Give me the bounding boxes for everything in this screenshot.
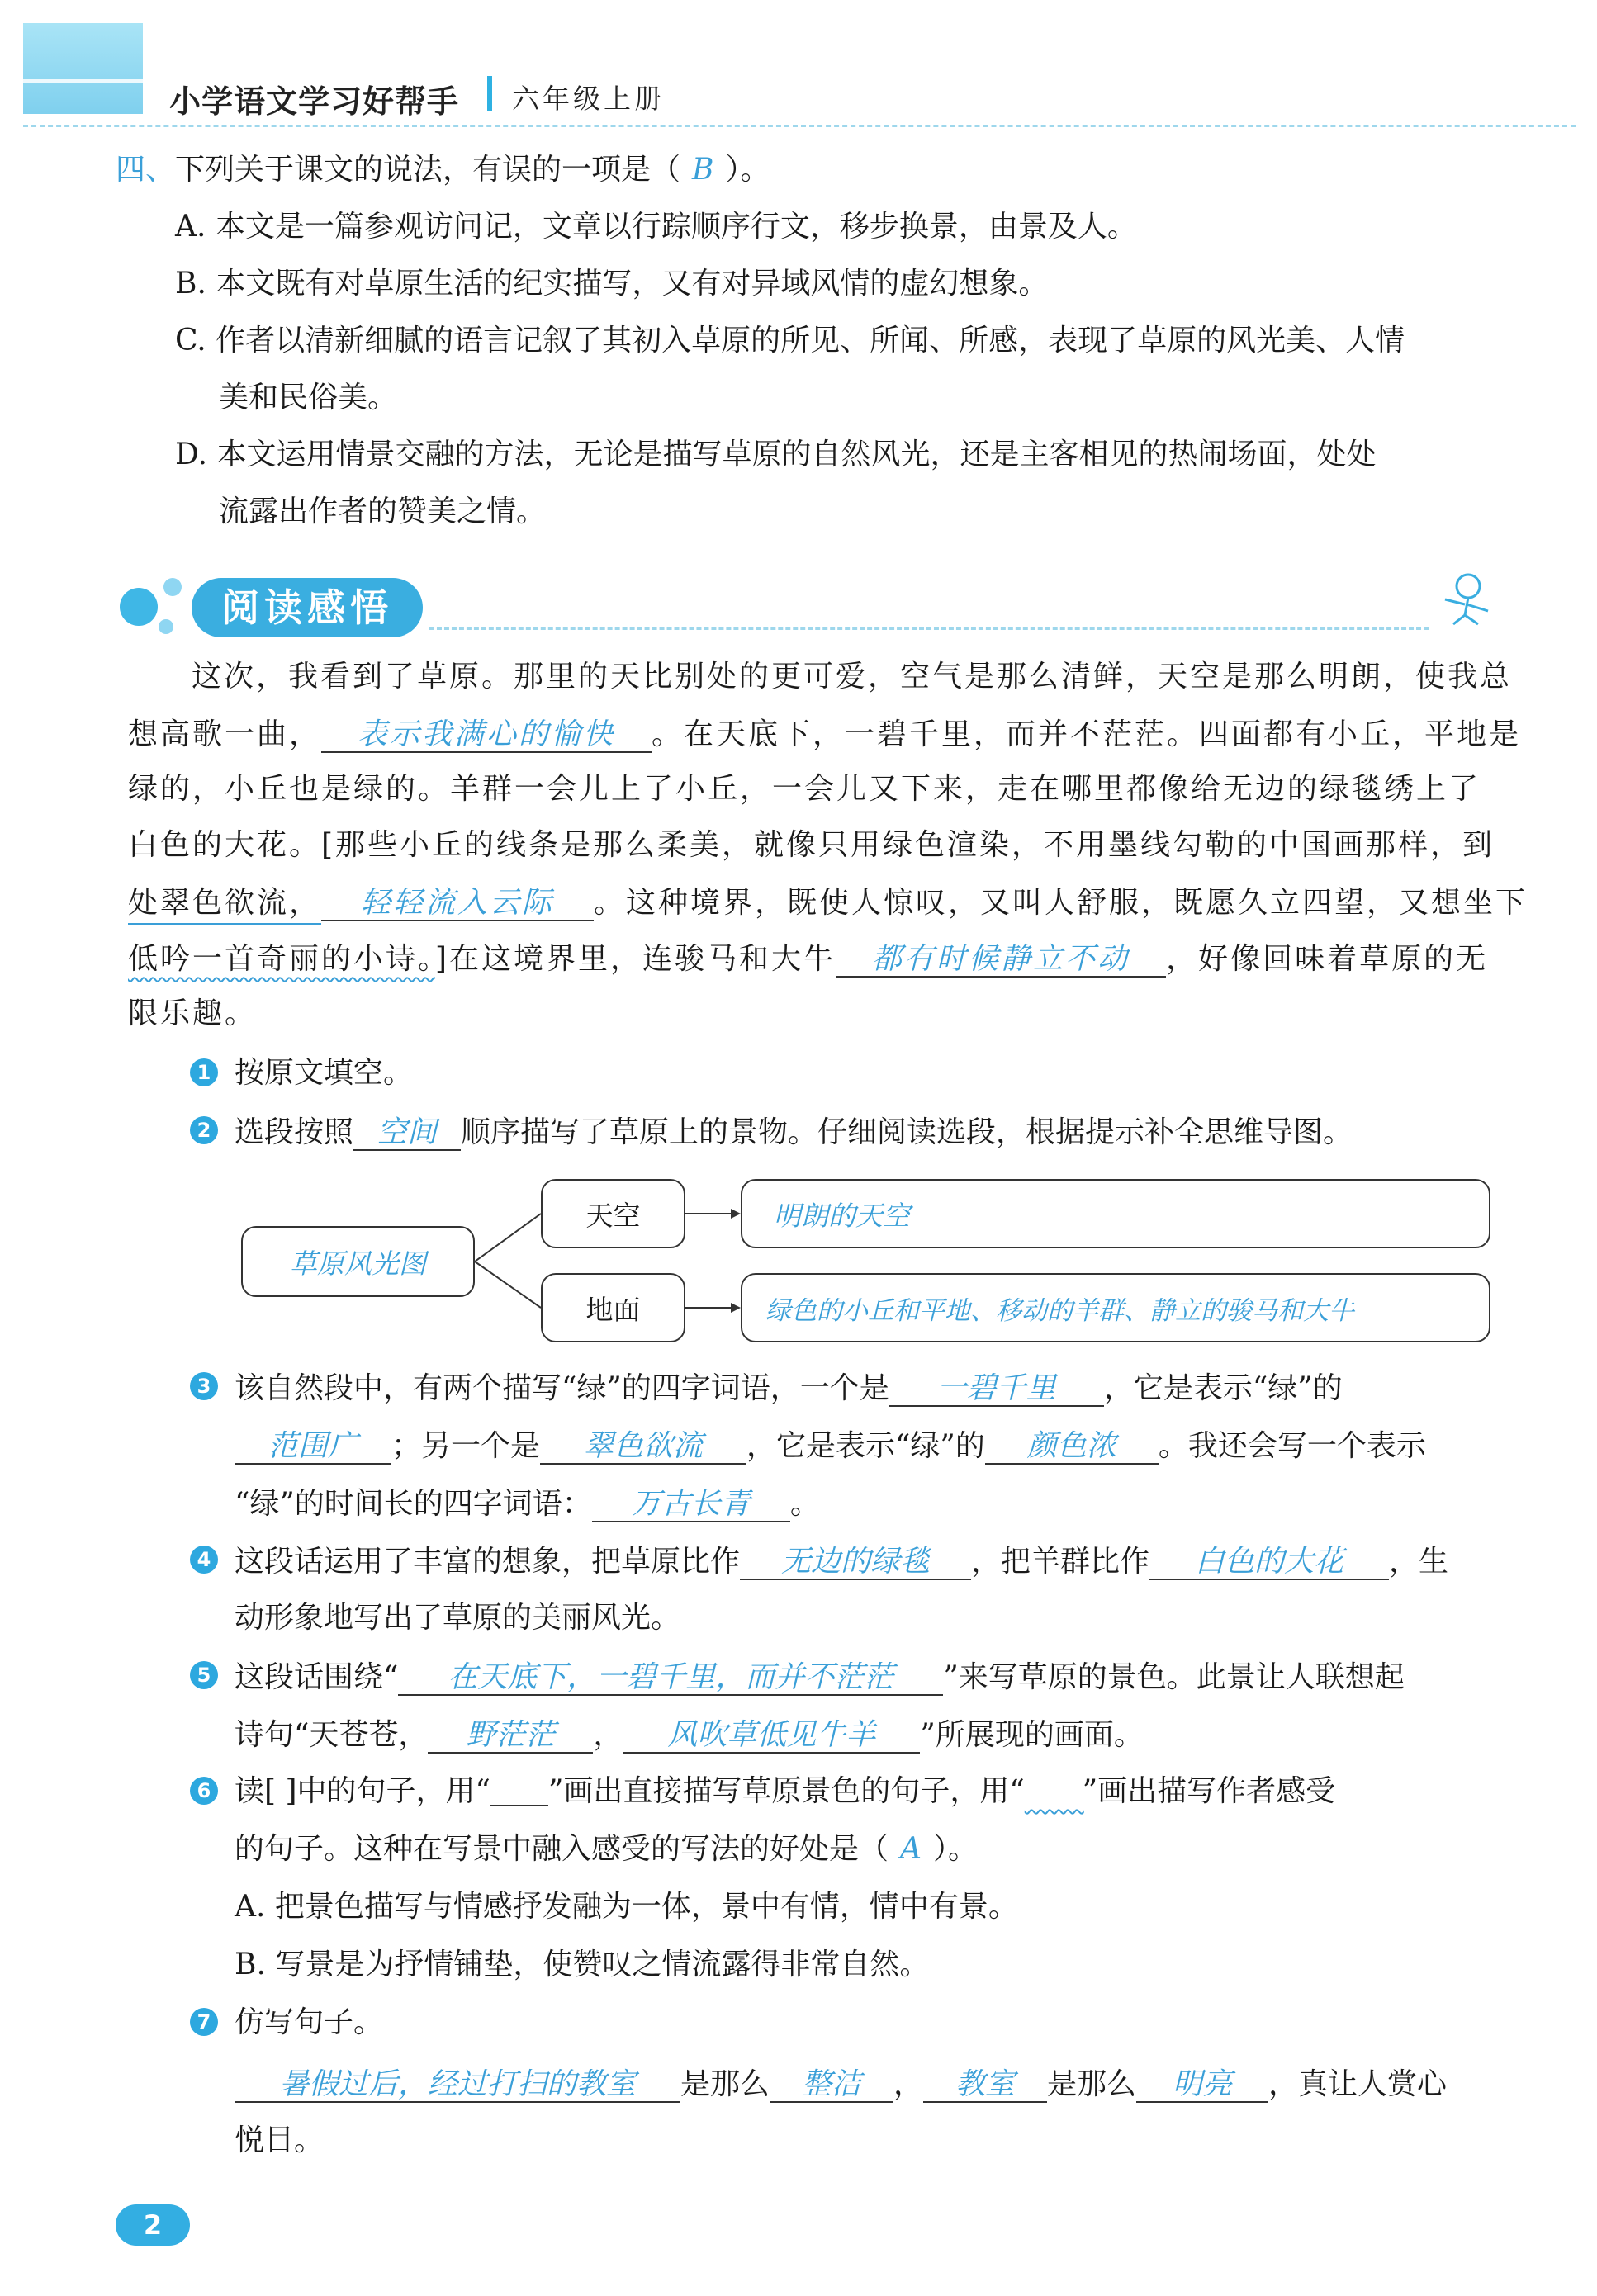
- mindmap-node-ground: 地面: [541, 1273, 685, 1342]
- option-a: A. 本文是一篇参观访问记，文章以行踪顺序行文，移步换景，由景及人。: [175, 210, 1137, 244]
- question-3-line2: 范围广 ；另一个是 翠色欲流 ，它是表示“绿”的 颜色浓 。我还会写一个表示: [235, 1430, 1426, 1465]
- question-number: 6: [190, 1777, 218, 1805]
- question-4-line1: 这段话运用了丰富的想象，把草原比作 无边的绿毯 ，把羊群比作 白色的大花 ，生: [235, 1545, 1449, 1579]
- passage-line: 处翠色欲流， 轻轻流入云际 。这种境界，既使人惊叹，又叫人舒服，既愿久立四望，又想坐下: [128, 887, 1528, 921]
- question-number: 5: [190, 1661, 218, 1689]
- book-title: 小学语文学习好帮手: [169, 83, 460, 120]
- question-6-option-a: A. 把景色描写与情感抒发融为一体，景中有情，情中有景。: [235, 1890, 1018, 1924]
- banner-dot: [159, 619, 173, 634]
- question-2-answer: 空间: [377, 1115, 438, 1149]
- header-decoration: [23, 23, 143, 114]
- passage-line: 限乐趣。: [128, 997, 258, 1030]
- passage-line: 低吟一首奇丽的小诗。]在这境界里，连骏马和大牛 都有时候静立不动 ，好像回味着草原的无: [128, 942, 1489, 976]
- question-3-line3: “绿”的时间长的四字词语： 万古长青 。: [235, 1487, 820, 1521]
- question-7-answer-line: 暑假过后，经过打扫的教室 是那么 整洁 ， 教室 是那么 明亮 ，真让人赏心: [235, 2068, 1447, 2103]
- mindmap-leaf-ground: 绿色的小丘和平地、移动的羊群、静立的骏马和大牛: [741, 1273, 1490, 1342]
- banner-dot: [163, 578, 182, 596]
- question-number: 4: [190, 1546, 218, 1574]
- question-four-stem-end: ）。: [725, 153, 770, 187]
- question-four: [116, 155, 770, 185]
- question-5-line2: 诗句“天苍苍， 野茫茫 ， 风吹草低见牛羊 ”所展现的画面。: [235, 1718, 1144, 1752]
- question-7-text: 仿写句子。: [235, 2005, 384, 2039]
- question-number: 1: [190, 1058, 218, 1086]
- wavy-line-mark: [1025, 1777, 1083, 1806]
- header-rule: [23, 125, 1576, 127]
- section-rule: [429, 627, 1429, 630]
- banner-dot: [120, 588, 158, 626]
- question-6-line2: 的句子。这种在写景中融入感受的写法的好处是（ A ）。: [235, 1832, 979, 1866]
- question-number: 7: [190, 2008, 218, 2036]
- question-5-line1: 这段话围绕“ 在天底下，一碧千里，而并不茫茫 ”来写草原的景色。此景让人联想起: [235, 1660, 1405, 1694]
- passage-answer-3: 都有时候静立不动: [872, 942, 1130, 976]
- passage-line: 这次，我看到了草原。那里的天比别处的更可爱，空气是那么清鲜，天空是那么明朗，使我总: [192, 660, 1513, 694]
- passage-answer-1: 表示我满心的愉快: [358, 717, 616, 751]
- mindmap-leaf-sky: 明朗的天空: [741, 1179, 1490, 1248]
- straight-line-mark: [490, 1780, 548, 1806]
- option-b: B. 本文既有对草原生活的纪实描写，又有对异域风情的虚幻想象。: [175, 267, 1049, 301]
- question-four-answer: B: [692, 153, 714, 187]
- passage-line: 绿的，小丘也是绿的。羊群一会儿上了小丘，一会儿又下来，走在哪里都像给无边的绿毯绣上了: [128, 772, 1481, 806]
- question-2-text: 选段按照 空间 顺序描写了草原上的景物。仔细阅读选段，根据提示补全思维导图。: [235, 1115, 1353, 1149]
- section-title: 阅读感悟: [192, 578, 423, 637]
- page-number: 2: [116, 2204, 190, 2246]
- question-6-line1: 读[ ]中的句子，用“ ”画出直接描写草原景色的句子，用“ ”画出描写作者感受: [235, 1774, 1336, 1808]
- option-d-line1: D. 本文运用情景交融的方法，无论是描写草原的自然风光，还是主客相见的热闹场面，处处: [175, 438, 1377, 471]
- book-subtitle: 六年级上册: [512, 83, 665, 115]
- header-divider: [487, 76, 492, 111]
- option-d-line2: 流露出作者的赞美之情。: [219, 495, 547, 528]
- question-3-line1: 该自然段中，有两个描写“绿”的四字词语，一个是 一碧千里 ，它是表示“绿”的: [235, 1371, 1343, 1405]
- passage-line: 白色的大花。[那些小丘的线条是那么柔美，就像只用绿色渲染，不用墨线勾勒的中国画那样，到: [128, 828, 1495, 862]
- stick-figure-icon: [1429, 570, 1503, 627]
- question-1-text: 按原文填空。: [235, 1056, 414, 1090]
- mindmap-root: 草原风光图: [241, 1226, 475, 1297]
- question-4-line2: 动形象地写出了草原的美丽风光。: [235, 1601, 681, 1635]
- question-four-stem: 下列关于课文的说法，有误的一项是（: [175, 153, 681, 187]
- passage-line: 想高歌一曲， 表示我满心的愉快 。在天底下，一碧千里，而并不茫茫。四面都有小丘，平地是: [128, 717, 1522, 751]
- question-6-option-b: B. 写景是为抒情铺垫，使赞叹之情流露得非常自然。: [235, 1948, 930, 1981]
- option-c-line1: C. 作者以清新细腻的语言记叙了其初入草原的所见、所闻、所感，表现了草原的风光美、人情: [175, 324, 1405, 357]
- option-c-line2: 美和民俗美。: [219, 381, 398, 414]
- question-6-answer: A: [900, 1832, 922, 1866]
- passage-answer-2: 轻轻流入云际: [361, 886, 555, 920]
- question-four-label: 四、: [116, 153, 176, 187]
- question-7-end: 悦目。: [235, 2123, 325, 2157]
- mindmap-node-sky: 天空: [541, 1179, 685, 1248]
- question-number: 3: [190, 1372, 218, 1400]
- question-number: 2: [190, 1116, 218, 1144]
